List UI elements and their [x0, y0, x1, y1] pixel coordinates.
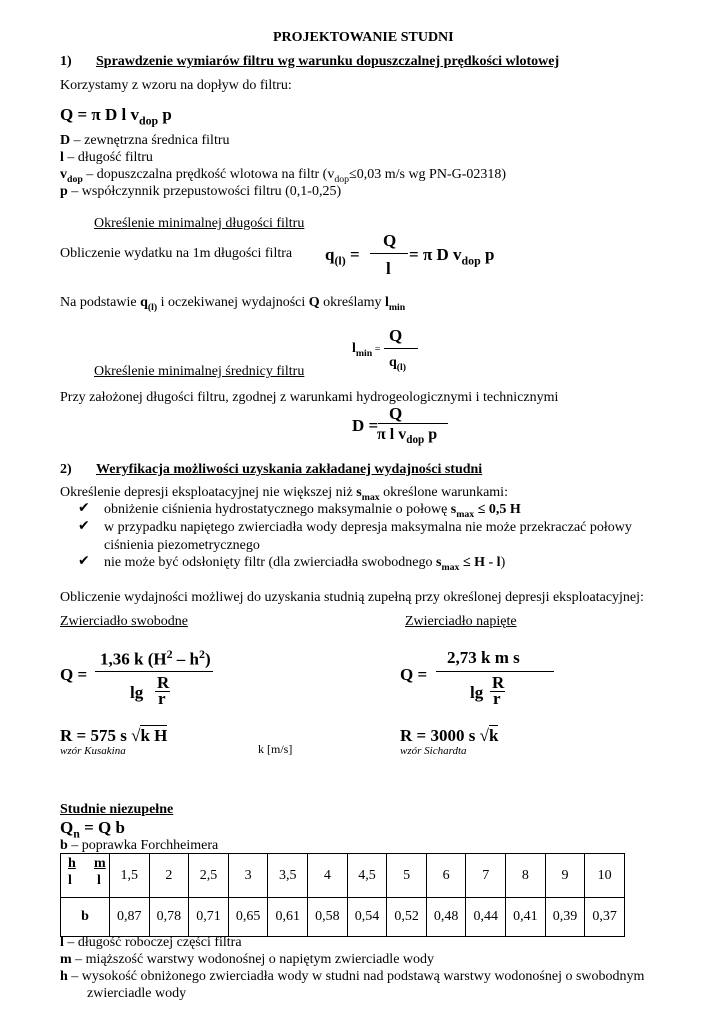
- diameter-text: Przy założonej długości filtru, zgodnej z warunkami hydrogeologicznymi i technicznymi: [60, 390, 559, 405]
- table-cell: 0,44: [466, 898, 506, 937]
- free-R: R: [157, 673, 170, 692]
- table-cell: 0,54: [347, 898, 387, 937]
- confined-Q-lhs: Q =: [400, 665, 428, 684]
- table-cell: 0,65: [228, 898, 268, 937]
- table-cell: 0,41: [506, 898, 546, 937]
- kusakin-formula: R = 575 s √k H: [60, 726, 168, 745]
- checkmark-icon: ✔: [78, 500, 90, 516]
- min-diameter-heading: Określenie minimalnej średnicy filtru: [94, 364, 305, 379]
- condition-2-line-2: ciśnienia piezometrycznego: [104, 538, 260, 553]
- fraction-bar: [436, 671, 554, 672]
- table-cell: 5: [387, 854, 427, 898]
- table-cell: 4: [308, 854, 348, 898]
- unit-label: k [m/s]: [258, 742, 293, 756]
- definition-D: D – zewnętrzna średnica filtru: [60, 133, 230, 148]
- table-cell: 0,48: [426, 898, 466, 937]
- table-cell: 0,58: [308, 898, 348, 937]
- condition-2-line-1: w przypadku napiętego zwierciadła wody depresja maksymalna nie może przekraczać połowy: [104, 520, 632, 535]
- table-cell: 3: [228, 854, 268, 898]
- section-2-number: 2): [60, 462, 72, 477]
- fraction-bar: [378, 423, 448, 424]
- m-denominator: l: [97, 873, 101, 888]
- table-cell: 2,5: [189, 854, 229, 898]
- diameter-numerator: Q: [389, 404, 403, 423]
- partial-wells-heading: Studnie niezupełne: [60, 802, 174, 817]
- definition-l: l – długość filtru: [60, 150, 153, 165]
- free-r: r: [158, 689, 166, 708]
- lmin-denominator: $q_{(l)}$: [389, 355, 407, 373]
- table-cell: 0,37: [585, 898, 625, 937]
- fraction-bar: [384, 348, 418, 349]
- table-cell: 0,61: [268, 898, 308, 937]
- checkmark-icon: ✔: [78, 518, 90, 534]
- free-table-heading: Zwierciadło swobodne: [60, 614, 188, 629]
- q-per-meter-numerator: Q: [383, 231, 397, 250]
- page-title: PROJEKTOWANIE STUDNI: [273, 30, 454, 45]
- free-Q-lhs: Q =: [60, 665, 88, 684]
- min-length-heading: Określenie minimalnej długości filtru: [94, 216, 305, 231]
- confined-lg: lg: [470, 683, 484, 702]
- section-1-intro: Korzystamy z wzoru na dopływ do filtru:: [60, 78, 292, 93]
- free-numerator: 1,36 k $(H^2 - h^2)$: [100, 647, 211, 669]
- sichardt-caption: wzór Sichardta: [400, 745, 467, 757]
- table-cell: 0,78: [149, 898, 189, 937]
- yield-calc-text: Obliczenie wydajności możliwej do uzyskania studnią zupełną przy określonej depresji eksploatacyjnej:: [60, 590, 644, 605]
- confined-numerator: 2,73 k m s: [447, 648, 520, 667]
- lmin-numerator: Q: [389, 326, 403, 345]
- q-per-meter-rhs: = π D $v_{dop}$ p: [409, 245, 495, 268]
- basis-text: Na podstawie $q_{(l)}$ i oczekiwanej wydajności Q określamy $l_{min}$: [60, 295, 406, 313]
- yield-text: Obliczenie wydatku na 1m długości filtra: [60, 246, 293, 261]
- m-label: m: [94, 856, 106, 871]
- fraction-bar: [370, 253, 408, 254]
- note-h-continuation: zwierciadle wody: [87, 986, 187, 1001]
- section-1-heading: Sprawdzenie wymiarów filtru wg warunku dopuszczalnej prędkości wlotowej: [96, 54, 560, 69]
- table-cell: 0,52: [387, 898, 427, 937]
- table-row: [61, 854, 625, 898]
- table-cell: 7: [466, 854, 506, 898]
- h-denominator: l: [68, 873, 72, 888]
- definition-v: $v_{dop}$ – dopuszczalna prędkość wlotowa na filtr ($v_{dop}\le 0,03$ m/s wg PN-G-02318): [60, 167, 507, 185]
- table-cell: 3,5: [268, 854, 308, 898]
- b-definition: b – poprawka Forchheimera: [60, 838, 219, 853]
- section-1-number: 1): [60, 54, 72, 69]
- q-per-meter-denominator: l: [386, 259, 391, 278]
- fraction-bar: [95, 671, 213, 672]
- table-cell: 10: [585, 854, 625, 898]
- ratio-header-cell: [61, 854, 110, 898]
- table-row: [61, 898, 625, 937]
- condition-3: nie może być odsłonięty filtr (dla zwierciadła swobodnego $s_{max} \le H - l$): [104, 555, 506, 573]
- table-cell: 4,5: [347, 854, 387, 898]
- h-label: h: [68, 856, 76, 871]
- note-m: m – miąższość warstwy wodonośnej o napiętym zwierciadle wody: [60, 952, 435, 967]
- diameter-denominator: π l $v_{dop}$ p: [377, 426, 438, 447]
- table-cell: 0,71: [189, 898, 229, 937]
- condition-1: obniżenie ciśnienia hydrostatycznego maksymalnie o połowę $s_{max} \le 0,5$ H: [104, 502, 521, 520]
- section-2-heading: Weryfikacja możliwości uzyskania zakładanej wydajności studni: [96, 462, 483, 477]
- q-per-meter-lhs: $q_{(l)}$ =: [325, 245, 360, 268]
- forchheimer-table: [60, 853, 625, 937]
- table-cell: 2: [149, 854, 189, 898]
- lmin-lhs: $l_{min}$ =: [352, 341, 381, 359]
- diameter-lhs: D =: [352, 416, 379, 435]
- table-cell: 1,5: [110, 854, 150, 898]
- free-lg: lg: [130, 683, 144, 702]
- table-cell: 8: [506, 854, 546, 898]
- confined-table-heading: Zwierciadło napięte: [405, 614, 517, 629]
- confined-R: R: [492, 673, 505, 692]
- table-cell: 9: [545, 854, 585, 898]
- confined-r: r: [493, 689, 501, 708]
- b-row-label: b: [61, 898, 110, 937]
- kusakin-caption: wzór Kusakina: [60, 745, 126, 757]
- table-cell: 6: [426, 854, 466, 898]
- inflow-formula: Q = π D l $v_{dop}$ p: [60, 105, 172, 128]
- definition-p: p – współczynnik przepustowości filtru (0,1-0,25): [60, 184, 342, 199]
- partial-wells-formula: $Q_n = Q$ b: [60, 818, 125, 841]
- table-cell: 0,87: [110, 898, 150, 937]
- note-h: h – wysokość obniżonego zwierciadła wody w studni nad podstawą warstwy wodonośnej o swobodnym: [60, 969, 645, 984]
- table-cell: 0,39: [545, 898, 585, 937]
- sichardt-formula: R = 3000 s √k: [400, 726, 499, 745]
- depression-intro: Określenie depresji eksploatacyjnej nie większej niż $s_{max}$ określone warunkami:: [60, 485, 508, 503]
- checkmark-icon: ✔: [78, 553, 90, 569]
- note-l: l – długość roboczej części filtra: [60, 935, 242, 950]
